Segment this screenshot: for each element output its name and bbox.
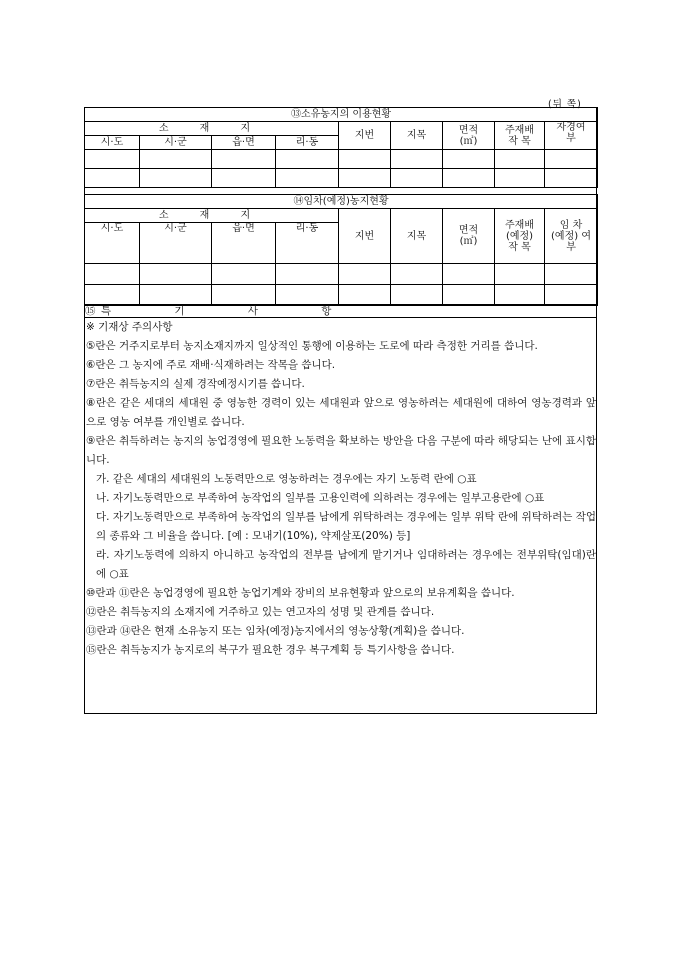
- table-row: [85, 264, 598, 285]
- main-crop-header: [495, 122, 545, 150]
- col-sido: 시·도: [85, 136, 140, 150]
- leased-farmland-title: ⑭임차(예정)농지현황: [85, 195, 598, 209]
- lease-label: 임 차: [559, 219, 583, 231]
- col-eupmyeon: 읍·면: [212, 223, 276, 264]
- note-15: ⑮란은 취득농지가 농지로의 복구가 필요한 경우 복구계획 등 특기사항을 씁니다.: [86, 644, 455, 656]
- main-crop-header: [495, 209, 545, 264]
- special-remarks-header[interactable]: [84, 304, 597, 318]
- page-side-label: (뒤 쪽): [548, 99, 582, 110]
- sub-note-da: 다. 자기노동력만으로 부족하여 농작업의 일부를 남에게 위탁하려는 경우에는 일부 위탁 란에 위탁하려는 작업의 종류와 그 비율을 씁니다. [예 : 모내기(10%), 약제살포(20%) 등]: [96, 511, 596, 542]
- location-header: 소 재 지: [85, 209, 339, 223]
- area-unit: (㎡): [459, 236, 478, 247]
- remarks-number: ⑮: [85, 305, 98, 317]
- owned-farmland-table: [84, 107, 598, 188]
- table-row: [85, 285, 598, 306]
- col-sigun: 시·군: [140, 136, 212, 150]
- lease-label-2: (예정) 여: [551, 230, 591, 242]
- lease-header: [545, 209, 598, 264]
- note-5: ⑤란은 거주지로부터 농지소재지까지 일상적인 통행에 이용하는 도로에 따라 측정한 거리를 씁니다.: [86, 340, 538, 352]
- area-header: [443, 209, 495, 264]
- land-type-header: 지목: [391, 209, 443, 264]
- note-9: ⑨란은 취득하려는 농지의 농업경영에 필요한 노동력을 확보하는 방안을 다음 구분에 따라 해당되는 난에 표시합니다.: [86, 435, 596, 466]
- col-sigun: 시·군: [140, 223, 212, 264]
- land-type-header: 지목: [391, 122, 443, 150]
- note-7: ⑦란은 취득농지의 실제 경작예정시기를 씁니다.: [86, 378, 305, 390]
- main-crop-label: 주재배: [505, 219, 534, 231]
- note-6: ⑥란은 그 농지에 주로 재배·식재하려는 작목을 씁니다.: [86, 359, 336, 371]
- col-eupmyeon: 읍·면: [212, 136, 276, 150]
- col-ridong: 리·동: [276, 223, 339, 264]
- location-header: 소 재 지: [85, 122, 339, 136]
- col-sido: 시·도: [85, 223, 140, 264]
- remarks-title: 특 기 사 항: [100, 305, 362, 317]
- area-unit: (㎡): [459, 135, 478, 147]
- area-label: 면적: [458, 124, 479, 136]
- table-row: [85, 169, 598, 188]
- self-farming-label-2: 부: [566, 133, 576, 144]
- sub-note-na: 나. 자기노동력만으로 부족하여 농작업의 일부를 고용인력에 의하려는 경우에는 일부고용란에 ○표: [96, 492, 545, 504]
- sub-note-ra: 라. 자기노동력에 의하지 아니하고 농작업의 전부를 남에게 맡기거나 임대하려는 경우에는 전부위탁(임대)란에 ○표: [96, 549, 596, 580]
- table-row: [85, 150, 598, 169]
- note-10-11: ⑩란과 ⑪란은 농업경영에 필요한 농업기계와 장비의 보유현황과 앞으로의 보유계획을 씁니다.: [86, 587, 515, 599]
- owned-farmland-title: ⑬소유농지의 이용현황: [85, 108, 598, 122]
- sub-note-ga: 가. 같은 세대의 세대원의 노동력만으로 영농하려는 경우에는 자기 노동력 란에 ○표: [96, 473, 477, 485]
- self-farming-header: [545, 122, 598, 150]
- note-8: ⑧란은 같은 세대의 세대원 중 영농한 경력이 있는 세대원과 앞으로 영농하려는 세대원에 대하여 영농경력과 앞으로 영농 여부를 개인별로 씁니다.: [86, 397, 596, 428]
- parcel-header: 지번: [339, 122, 391, 150]
- col-ridong: 리·동: [276, 136, 339, 150]
- main-crop-label-2: (예정): [505, 230, 534, 242]
- area-label: 면적: [458, 225, 479, 236]
- note-12: ⑫란은 취득농지의 소재지에 거주하고 있는 연고자의 성명 및 관계를 씁니다.: [86, 606, 435, 618]
- parcel-header: 지번: [339, 209, 391, 264]
- leased-farmland-table: [84, 194, 598, 306]
- main-crop-label-3: 작 목: [508, 241, 531, 253]
- notes-heading: ※ 기재상 주의사항: [86, 321, 173, 333]
- note-13-14: ⑬란과 ⑭란은 현재 소유농지 또는 임차(예정)농지에서의 영농상황(계획)을 씁니다.: [86, 625, 465, 637]
- main-crop-label-2: 작 목: [508, 135, 531, 147]
- lease-label-3: 부: [566, 241, 576, 253]
- filling-instructions: [86, 318, 596, 660]
- self-farming-label: 자경여: [556, 122, 586, 133]
- area-header: [443, 122, 495, 150]
- main-crop-label: 주재배: [505, 124, 534, 136]
